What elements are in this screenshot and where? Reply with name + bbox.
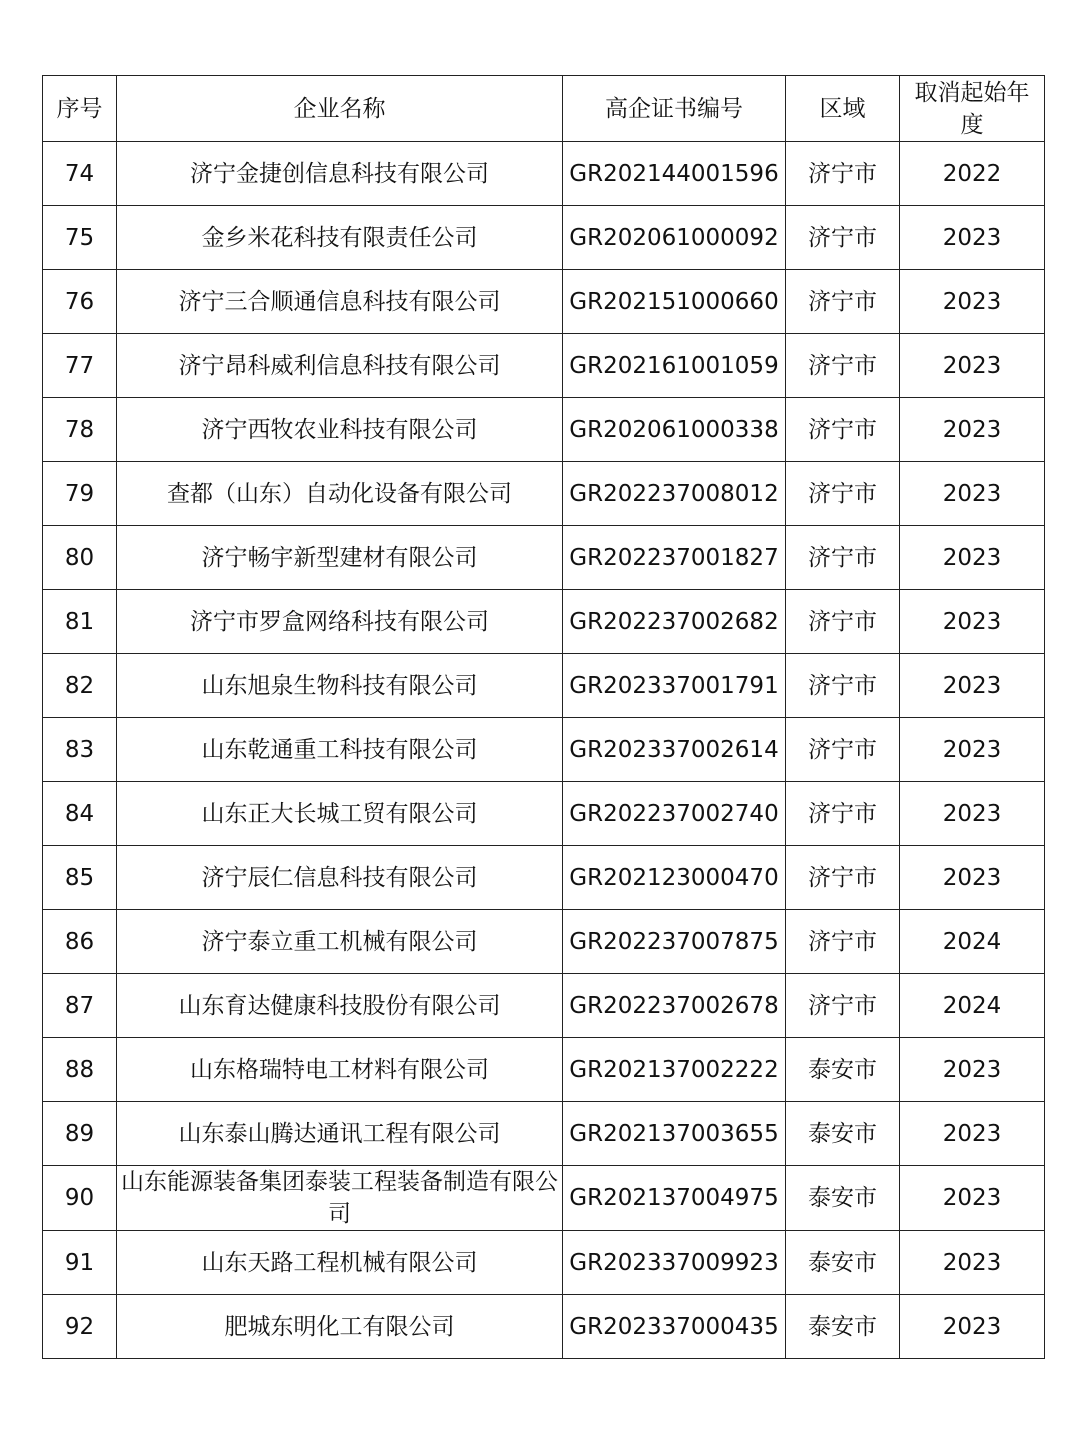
certificate-number: GR202237002682 <box>563 590 786 654</box>
header-certificate-number: 高企证书编号 <box>563 76 786 142</box>
company-name: 济宁市罗盒网络科技有限公司 <box>117 590 563 654</box>
cancel-start-year: 2023 <box>900 526 1045 590</box>
company-name: 山东天路工程机械有限公司 <box>117 1231 563 1295</box>
row-index: 76 <box>43 270 117 334</box>
row-index: 85 <box>43 846 117 910</box>
region: 济宁市 <box>786 974 900 1038</box>
table-row <box>43 846 1045 910</box>
company-name: 山东育达健康科技股份有限公司 <box>117 974 563 1038</box>
certificate-number: GR202123000470 <box>563 846 786 910</box>
company-name: 查都（山东）自动化设备有限公司 <box>117 462 563 526</box>
region: 济宁市 <box>786 462 900 526</box>
cancel-start-year: 2023 <box>900 1231 1045 1295</box>
certificate-number: GR202337001791 <box>563 654 786 718</box>
certificate-number: GR202161001059 <box>563 334 786 398</box>
row-index: 89 <box>43 1102 117 1166</box>
table-row <box>43 462 1045 526</box>
certificate-number: GR202337002614 <box>563 718 786 782</box>
row-index: 90 <box>43 1166 117 1231</box>
header-region: 区域 <box>786 76 900 142</box>
certificate-number: GR202237001827 <box>563 526 786 590</box>
cancel-start-year: 2023 <box>900 846 1045 910</box>
certificate-number: GR202137003655 <box>563 1102 786 1166</box>
cancel-start-year: 2022 <box>900 142 1045 206</box>
certificate-number: GR202061000092 <box>563 206 786 270</box>
table-row <box>43 1231 1045 1295</box>
certificate-number: GR202237002740 <box>563 782 786 846</box>
table-row <box>43 270 1045 334</box>
company-name: 济宁金捷创信息科技有限公司 <box>117 142 563 206</box>
region: 济宁市 <box>786 590 900 654</box>
company-name: 济宁三合顺通信息科技有限公司 <box>117 270 563 334</box>
row-index: 91 <box>43 1231 117 1295</box>
cancel-start-year: 2023 <box>900 1038 1045 1102</box>
company-name: 济宁畅宇新型建材有限公司 <box>117 526 563 590</box>
region: 济宁市 <box>786 334 900 398</box>
table-body <box>43 142 1045 1359</box>
table-header-row <box>43 76 1045 142</box>
company-name: 金乡米花科技有限责任公司 <box>117 206 563 270</box>
row-index: 79 <box>43 462 117 526</box>
row-index: 82 <box>43 654 117 718</box>
certificate-number: GR202237002678 <box>563 974 786 1038</box>
cancel-start-year: 2024 <box>900 910 1045 974</box>
certificate-number: GR202144001596 <box>563 142 786 206</box>
certificate-number: GR202151000660 <box>563 270 786 334</box>
region: 泰安市 <box>786 1231 900 1295</box>
region: 济宁市 <box>786 654 900 718</box>
company-name: 济宁昂科威利信息科技有限公司 <box>117 334 563 398</box>
cancel-start-year: 2023 <box>900 334 1045 398</box>
cancel-start-year: 2023 <box>900 270 1045 334</box>
cancel-start-year: 2023 <box>900 782 1045 846</box>
region: 济宁市 <box>786 846 900 910</box>
company-name: 肥城东明化工有限公司 <box>117 1295 563 1359</box>
company-name: 山东乾通重工科技有限公司 <box>117 718 563 782</box>
region: 济宁市 <box>786 782 900 846</box>
table-row <box>43 398 1045 462</box>
cancel-start-year: 2023 <box>900 206 1045 270</box>
region: 济宁市 <box>786 910 900 974</box>
table-row <box>43 782 1045 846</box>
cancel-start-year: 2023 <box>900 1102 1045 1166</box>
company-name: 山东正大长城工贸有限公司 <box>117 782 563 846</box>
table-row <box>43 590 1045 654</box>
header-index: 序号 <box>43 76 117 142</box>
table-row <box>43 718 1045 782</box>
certificate-number: GR202337000435 <box>563 1295 786 1359</box>
row-index: 92 <box>43 1295 117 1359</box>
row-index: 83 <box>43 718 117 782</box>
table-row <box>43 910 1045 974</box>
row-index: 75 <box>43 206 117 270</box>
table-row <box>43 1102 1045 1166</box>
row-index: 81 <box>43 590 117 654</box>
table-row <box>43 206 1045 270</box>
row-index: 80 <box>43 526 117 590</box>
region: 泰安市 <box>786 1295 900 1359</box>
row-index: 78 <box>43 398 117 462</box>
region: 济宁市 <box>786 526 900 590</box>
table-row <box>43 1295 1045 1359</box>
certificate-number: GR202337009923 <box>563 1231 786 1295</box>
header-cancel-start-year: 取消起始年度 <box>900 76 1045 142</box>
certificate-number: GR202061000338 <box>563 398 786 462</box>
region: 济宁市 <box>786 718 900 782</box>
table-row <box>43 1038 1045 1102</box>
header-company-name: 企业名称 <box>117 76 563 142</box>
row-index: 87 <box>43 974 117 1038</box>
company-name: 山东能源装备集团泰装工程装备制造有限公司 <box>117 1166 563 1231</box>
table-row <box>43 526 1045 590</box>
row-index: 84 <box>43 782 117 846</box>
region: 泰安市 <box>786 1166 900 1231</box>
cancel-start-year: 2023 <box>900 1295 1045 1359</box>
row-index: 77 <box>43 334 117 398</box>
table-row <box>43 974 1045 1038</box>
cancel-start-year: 2023 <box>900 462 1045 526</box>
company-name: 济宁泰立重工机械有限公司 <box>117 910 563 974</box>
row-index: 74 <box>43 142 117 206</box>
cancel-start-year: 2023 <box>900 718 1045 782</box>
table-row <box>43 334 1045 398</box>
certificate-number: GR202237007875 <box>563 910 786 974</box>
company-name: 山东旭泉生物科技有限公司 <box>117 654 563 718</box>
region: 济宁市 <box>786 270 900 334</box>
cancel-start-year: 2023 <box>900 1166 1045 1231</box>
company-name: 济宁辰仁信息科技有限公司 <box>117 846 563 910</box>
region: 济宁市 <box>786 398 900 462</box>
certificate-number: GR202237008012 <box>563 462 786 526</box>
row-index: 86 <box>43 910 117 974</box>
region: 泰安市 <box>786 1038 900 1102</box>
table-row <box>43 142 1045 206</box>
company-name: 山东格瑞特电工材料有限公司 <box>117 1038 563 1102</box>
table-row <box>43 1166 1045 1231</box>
company-name: 济宁西牧农业科技有限公司 <box>117 398 563 462</box>
cancel-start-year: 2023 <box>900 398 1045 462</box>
enterprise-table <box>42 75 1045 1359</box>
region: 泰安市 <box>786 1102 900 1166</box>
table-row <box>43 654 1045 718</box>
certificate-number: GR202137002222 <box>563 1038 786 1102</box>
cancel-start-year: 2023 <box>900 654 1045 718</box>
company-name: 山东泰山腾达通讯工程有限公司 <box>117 1102 563 1166</box>
cancel-start-year: 2023 <box>900 590 1045 654</box>
region: 济宁市 <box>786 206 900 270</box>
row-index: 88 <box>43 1038 117 1102</box>
region: 济宁市 <box>786 142 900 206</box>
cancel-start-year: 2024 <box>900 974 1045 1038</box>
certificate-number: GR202137004975 <box>563 1166 786 1231</box>
